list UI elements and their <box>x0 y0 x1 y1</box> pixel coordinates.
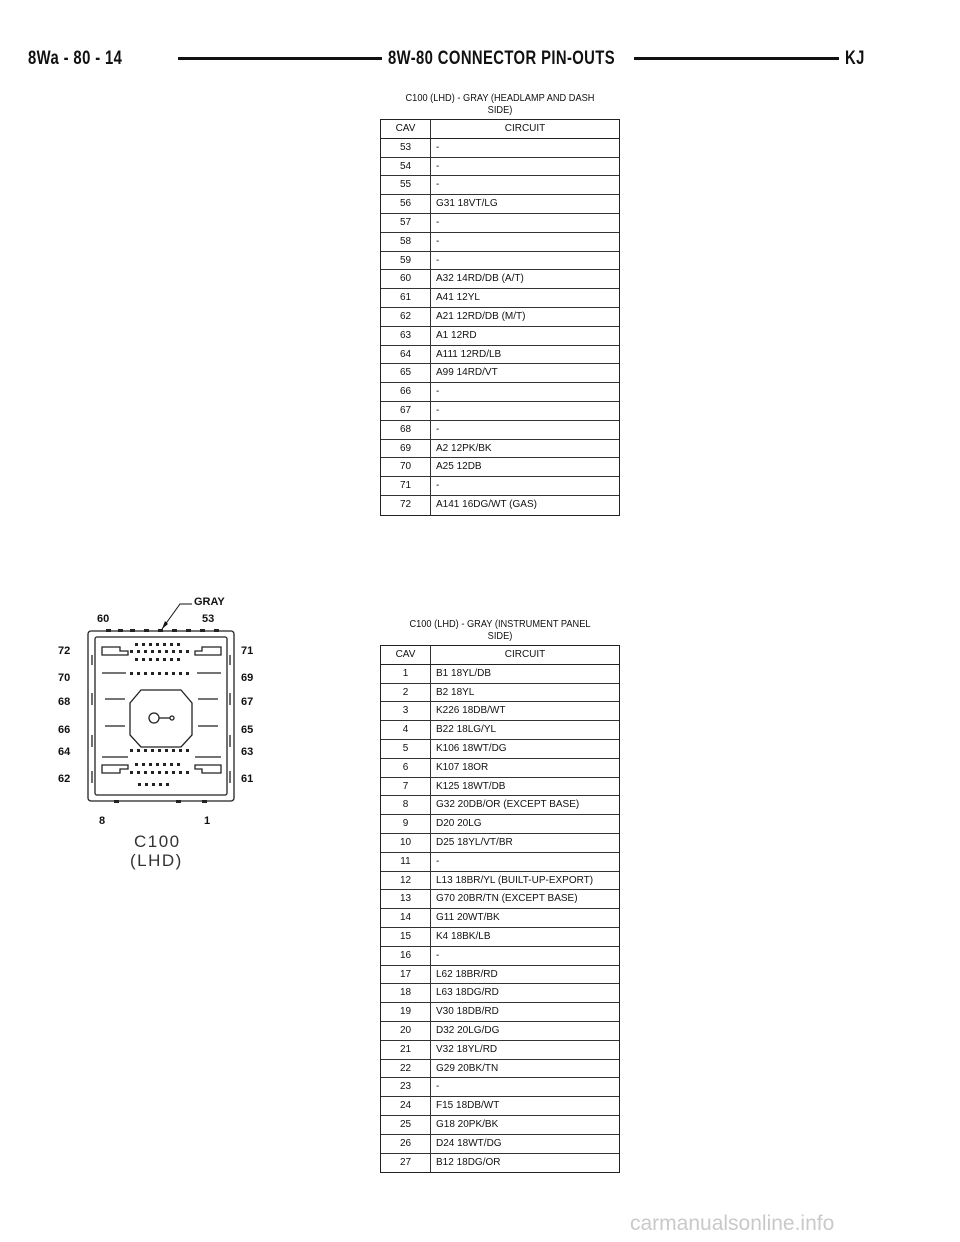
circuit-cell: - <box>436 141 440 153</box>
table-row <box>381 214 619 233</box>
circuit-cell: K226 18DB/WT <box>436 705 506 717</box>
circuit-cell: A111 12RD/LB <box>436 348 502 360</box>
table-row <box>381 796 619 815</box>
cav-cell: 67 <box>381 402 431 420</box>
cav-cell: 23 <box>381 1078 431 1096</box>
circuit-cell: - <box>436 949 440 961</box>
pinout-table-headlamp-dash <box>380 119 620 516</box>
table-row <box>381 1003 619 1022</box>
table-row <box>381 252 619 271</box>
circuit-cell: K106 18WT/DG <box>436 742 507 754</box>
watermark: carmanualsonline.info <box>630 1212 835 1235</box>
cav-header: CAV <box>381 646 431 664</box>
cav-cell: 10 <box>381 834 431 852</box>
table-row <box>381 966 619 985</box>
pin-label-right-3: 65 <box>241 724 254 736</box>
table-row <box>381 139 619 158</box>
table-row <box>381 1060 619 1079</box>
table-header-row <box>381 646 619 665</box>
table-row <box>381 872 619 891</box>
table-row <box>381 1135 619 1154</box>
cav-cell: 9 <box>381 815 431 833</box>
circuit-cell: A21 12RD/DB (M/T) <box>436 310 526 322</box>
circuit-cell: F15 18DB/WT <box>436 1100 500 1112</box>
circuit-cell: G11 20WT/BK <box>436 912 500 924</box>
table2-title-line1: C100 (LHD) - GRAY (INSTRUMENT PANEL <box>409 618 591 630</box>
circuit-cell: - <box>436 160 440 172</box>
cav-cell: 27 <box>381 1154 431 1173</box>
circuit-cell: L63 18DG/RD <box>436 987 499 999</box>
cav-cell: 19 <box>381 1003 431 1021</box>
circuit-cell: A1 12RD <box>436 329 477 341</box>
cav-cell: 20 <box>381 1022 431 1040</box>
circuit-cell: G29 20BK/TN <box>436 1062 499 1074</box>
cav-cell: 70 <box>381 458 431 476</box>
cav-cell: 53 <box>381 139 431 157</box>
pinout-table-instrument-panel <box>380 645 620 1173</box>
circuit-cell: - <box>436 235 440 247</box>
circuit-cell: K107 18OR <box>436 761 489 773</box>
cav-cell: 11 <box>381 853 431 871</box>
table-row <box>381 1154 619 1173</box>
table-row <box>381 402 619 421</box>
circuit-cell: D25 18YL/VT/BR <box>436 836 513 848</box>
circuit-cell: A99 14RD/VT <box>436 367 498 379</box>
circuit-cell: B12 18DG/OR <box>436 1156 501 1168</box>
circuit-cell: D20 20LG <box>436 818 482 830</box>
cav-cell: 17 <box>381 966 431 984</box>
table-row <box>381 909 619 928</box>
cav-cell: 3 <box>381 702 431 720</box>
circuit-cell: K4 18BK/LB <box>436 930 491 942</box>
table-row <box>381 1097 619 1116</box>
connector-diagram <box>40 585 280 875</box>
cav-cell: 16 <box>381 947 431 965</box>
cav-cell: 21 <box>381 1041 431 1059</box>
cav-cell: 65 <box>381 364 431 382</box>
pin-label-right-4: 63 <box>241 746 254 758</box>
cav-cell: 66 <box>381 383 431 401</box>
pin-label-left-1: 70 <box>58 672 71 684</box>
table1-title-line1: C100 (LHD) - GRAY (HEADLAMP AND DASH <box>405 92 595 104</box>
table-header-row <box>381 120 619 139</box>
cav-cell: 13 <box>381 890 431 908</box>
circuit-cell: K125 18WT/DB <box>436 780 506 792</box>
table-row <box>381 684 619 703</box>
cav-cell: 64 <box>381 346 431 364</box>
circuit-cell: B2 18YL <box>436 686 475 698</box>
circuit-cell: A32 14RD/DB (A/T) <box>436 273 524 285</box>
cav-cell: 59 <box>381 252 431 270</box>
table-row <box>381 890 619 909</box>
table-row <box>381 984 619 1003</box>
circuit-cell: L62 18BR/RD <box>436 968 498 980</box>
table-row <box>381 327 619 346</box>
cav-cell: 1 <box>381 665 431 683</box>
connector-name: C100 <box>134 832 181 851</box>
table-row <box>381 815 619 834</box>
table-row <box>381 928 619 947</box>
cav-cell: 26 <box>381 1135 431 1153</box>
cav-cell: 18 <box>381 984 431 1002</box>
pin-label-left-4: 64 <box>58 746 71 758</box>
table-row <box>381 834 619 853</box>
cav-cell: 25 <box>381 1116 431 1134</box>
circuit-cell: G32 20DB/OR (EXCEPT BASE) <box>436 799 580 811</box>
pin-label-right-2: 67 <box>241 696 254 708</box>
circuit-cell: B22 18LG/YL <box>436 724 497 736</box>
cav-cell: 63 <box>381 327 431 345</box>
table-row <box>381 1116 619 1135</box>
pin-label-left-2: 68 <box>58 696 71 708</box>
table-row <box>381 1022 619 1041</box>
table-row <box>381 346 619 365</box>
circuit-cell: - <box>436 216 440 228</box>
table-row <box>381 947 619 966</box>
table-row <box>381 176 619 195</box>
table-row <box>381 233 619 252</box>
circuit-cell: B1 18YL/DB <box>436 667 492 679</box>
circuit-cell: - <box>436 423 440 435</box>
table-row <box>381 702 619 721</box>
section-title: 8W-80 CONNECTOR PIN-OUTS <box>388 48 616 69</box>
cav-cell: 6 <box>381 759 431 777</box>
cav-cell: 22 <box>381 1060 431 1078</box>
table-row <box>381 778 619 797</box>
table-row <box>381 308 619 327</box>
cav-cell: 15 <box>381 928 431 946</box>
pin-label-left-0: 72 <box>58 645 71 657</box>
cav-cell: 72 <box>381 496 431 515</box>
table-row <box>381 1041 619 1060</box>
table-row <box>381 665 619 684</box>
circuit-cell: G31 18VT/LG <box>436 198 498 210</box>
table-row <box>381 458 619 477</box>
cav-cell: 8 <box>381 796 431 814</box>
table-row <box>381 740 619 759</box>
table-row <box>381 270 619 289</box>
table-row <box>381 721 619 740</box>
table1-title <box>394 92 605 116</box>
page-number: 8Wa - 80 - 14 <box>28 48 123 69</box>
table-row <box>381 421 619 440</box>
table-row <box>381 477 619 496</box>
circuit-cell: L13 18BR/YL (BUILT-UP-EXPORT) <box>436 874 594 886</box>
circuit-cell: - <box>436 1081 440 1093</box>
table-row <box>381 195 619 214</box>
table-row <box>381 383 619 402</box>
table2-title-line2: SIDE) <box>487 630 513 642</box>
cav-cell: 69 <box>381 440 431 458</box>
cav-cell: 54 <box>381 158 431 176</box>
circuit-cell: A141 16DG/WT (GAS) <box>436 498 537 510</box>
cav-cell: 60 <box>381 270 431 288</box>
circuit-header: CIRCUIT <box>504 649 546 660</box>
cav-cell: 55 <box>381 176 431 194</box>
table-row <box>381 158 619 177</box>
cav-cell: 2 <box>381 684 431 702</box>
header-rule-left <box>178 57 382 60</box>
table-row <box>381 496 619 515</box>
cav-cell: 58 <box>381 233 431 251</box>
table2-title <box>394 618 605 642</box>
pin-label-right-1: 69 <box>241 672 254 684</box>
table-row <box>381 289 619 308</box>
cav-cell: 12 <box>381 872 431 890</box>
pin-label-top-right: 53 <box>202 613 215 625</box>
circuit-cell: D32 20LG/DG <box>436 1024 500 1036</box>
circuit-cell: - <box>436 404 440 416</box>
circuit-cell: A25 12DB <box>436 461 482 473</box>
circuit-cell: A2 12PK/BK <box>436 442 492 454</box>
circuit-cell: V30 18DB/RD <box>436 1006 499 1018</box>
table1-title-line2: SIDE) <box>487 104 513 116</box>
cav-cell: 24 <box>381 1097 431 1115</box>
pin-label-right-5: 61 <box>241 773 254 785</box>
pin-label-left-3: 66 <box>58 724 71 736</box>
circuit-cell: - <box>436 855 440 867</box>
circuit-cell: D24 18WT/DG <box>436 1137 502 1149</box>
cav-cell: 57 <box>381 214 431 232</box>
pin-label-left-5: 62 <box>58 773 71 785</box>
cav-cell: 5 <box>381 740 431 758</box>
table-row <box>381 1078 619 1097</box>
connector-color-label: GRAY <box>194 596 225 608</box>
circuit-header: CIRCUIT <box>504 123 546 134</box>
circuit-cell: V32 18YL/RD <box>436 1043 498 1055</box>
pin-label-right-0: 71 <box>241 645 254 657</box>
cav-cell: 71 <box>381 477 431 495</box>
circuit-cell: G18 20PK/BK <box>436 1118 499 1130</box>
cav-cell: 62 <box>381 308 431 326</box>
circuit-cell: - <box>436 254 440 266</box>
table-row <box>381 853 619 872</box>
header-rule-right <box>634 57 839 60</box>
pin-label-bottom-left: 8 <box>99 815 106 827</box>
cav-cell: 14 <box>381 909 431 927</box>
circuit-cell: - <box>436 179 440 191</box>
cav-cell: 4 <box>381 721 431 739</box>
table-row <box>381 364 619 383</box>
circuit-cell: - <box>436 386 440 398</box>
cav-cell: 61 <box>381 289 431 307</box>
connector-variant: (LHD) <box>130 851 183 870</box>
circuit-cell: G70 20BR/TN (EXCEPT BASE) <box>436 893 578 905</box>
cav-header: CAV <box>381 120 431 138</box>
cav-cell: 7 <box>381 778 431 796</box>
table-row <box>381 759 619 778</box>
connector-body <box>88 631 234 801</box>
page-header <box>0 46 960 76</box>
circuit-cell: A41 12YL <box>436 292 480 304</box>
cav-cell: 56 <box>381 195 431 213</box>
table-row <box>381 440 619 459</box>
pin-label-bottom-right: 1 <box>204 815 211 827</box>
pin-label-top-left: 60 <box>97 613 110 625</box>
cav-cell: 68 <box>381 421 431 439</box>
model-code: KJ <box>845 48 865 69</box>
circuit-cell: - <box>436 480 440 492</box>
